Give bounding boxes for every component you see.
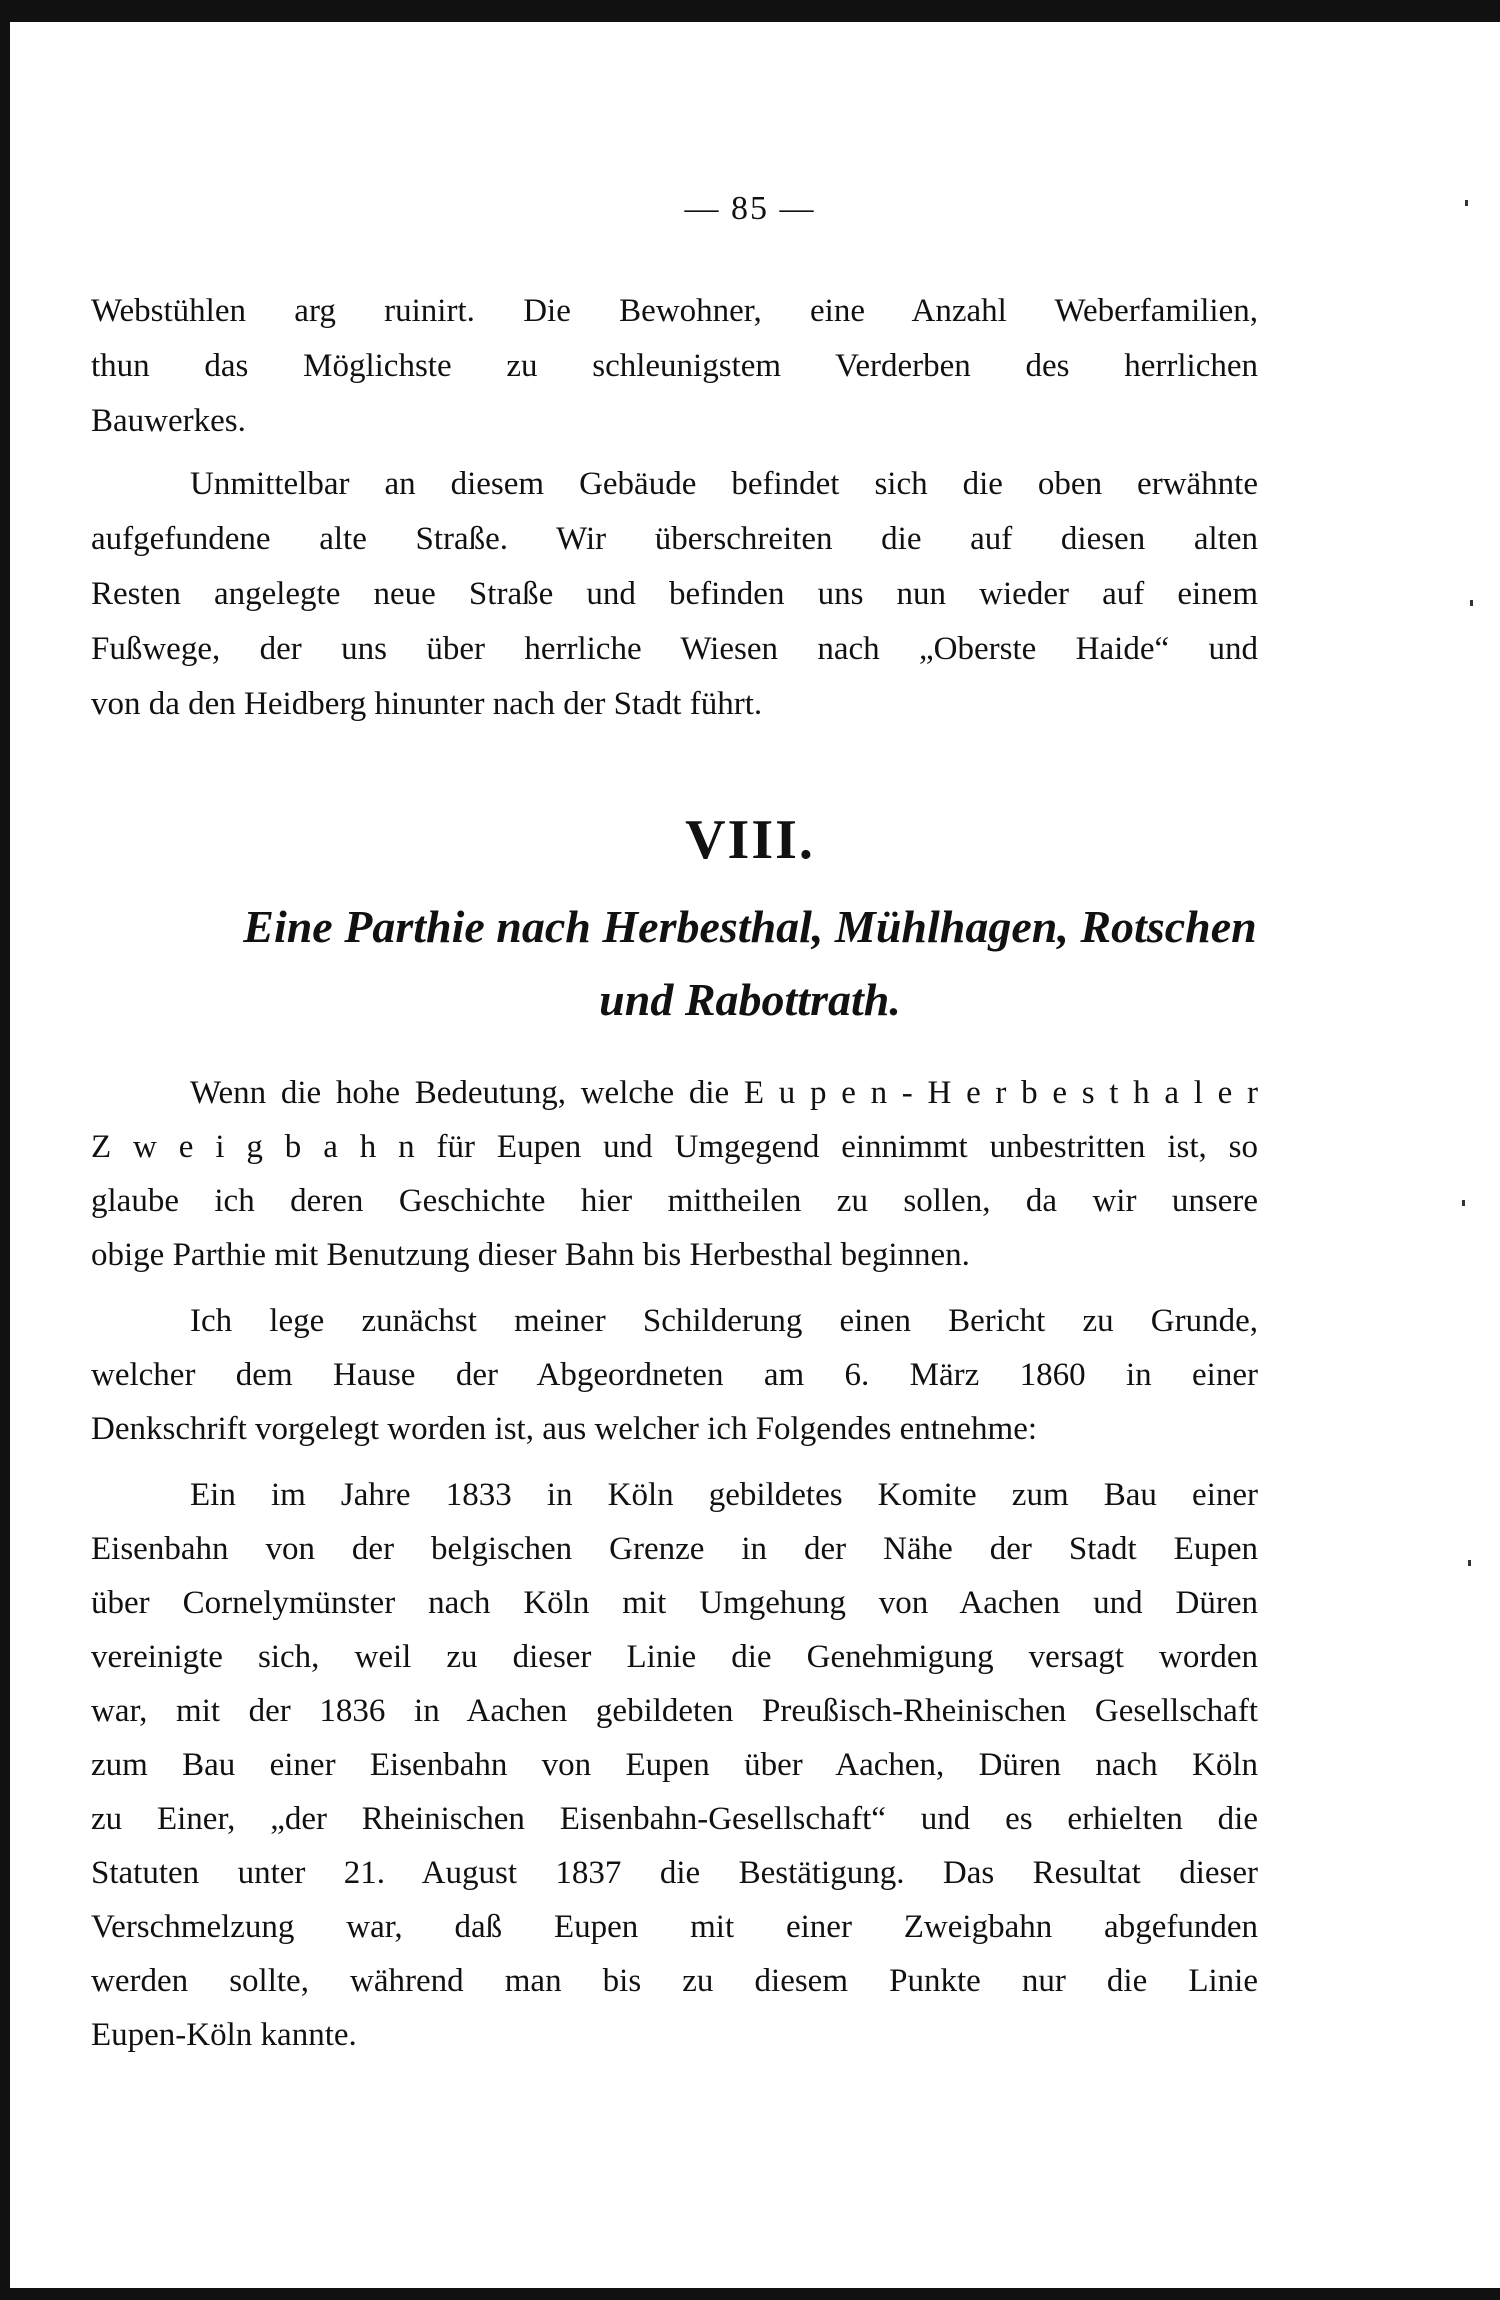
text-line: aufgefundene alte Straße. Wir überschreiten die auf diesen alten: [91, 521, 1258, 557]
text-line: Eupen-Köln kannte.: [91, 2017, 357, 2053]
text-line: glaube ich deren Geschichte hier mittheilen zu sollen, da wir unsere: [91, 1183, 1258, 1219]
text-line: thun das Möglichste zu schleunigstem Verderben des herrlichen: [91, 348, 1258, 384]
text-line: vereinigte sich, weil zu dieser Linie die Genehmigung versagt worden: [91, 1639, 1258, 1675]
scan-border-left: [0, 0, 10, 2300]
text-line: welcher dem Hause der Abgeordneten am 6. März 1860 in einer: [91, 1357, 1258, 1393]
text-line: Eisenbahn von der belgischen Grenze in der Nähe der Stadt Eupen: [91, 1531, 1258, 1567]
text-line: Statuten unter 21. August 1837 die Bestätigung. Das Resultat dieser: [91, 1855, 1258, 1891]
text-line: Ich lege zunächst meiner Schilderung einen Bericht zu Grunde,: [190, 1303, 1258, 1339]
text-line: Z w e i g b a h n für Eupen und Umgegend einnimmt unbestritten ist, so: [91, 1129, 1258, 1165]
text-line: zum Bau einer Eisenbahn von Eupen über Aachen, Düren nach Köln: [91, 1747, 1258, 1783]
page-number: — 85 —: [684, 190, 816, 227]
text-line: Webstühlen arg ruinirt. Die Bewohner, eine Anzahl Weberfamilien,: [91, 293, 1258, 329]
text-line: Denkschrift vorgelegt worden ist, aus welcher ich Folgendes entnehme:: [91, 1411, 1038, 1447]
text-line: Fußwege, der uns über herrliche Wiesen nach „Oberste Haide“ und: [91, 631, 1258, 667]
text-line: Wenn die hohe Bedeutung, welche die E u p e n - H e r b e s t h a l e r: [190, 1075, 1258, 1111]
text-line: Unmittelbar an diesem Gebäude befindet sich die oben erwähnte: [190, 466, 1258, 502]
text-line: war, mit der 1836 in Aachen gebildeten Preußisch-Rheinischen Gesellschaft: [91, 1693, 1258, 1729]
scan-border-top: [0, 0, 1500, 22]
text-line: über Cornelymünster nach Köln mit Umgehung von Aachen und Düren: [91, 1585, 1258, 1621]
chapter-number: VIII.: [685, 809, 815, 871]
text-line: von da den Heidberg hinunter nach der Stadt führt.: [91, 686, 763, 722]
text-line: zu Einer, „der Rheinischen Eisenbahn-Gesellschaft“ und es erhielten die: [91, 1801, 1258, 1837]
text-line: Verschmelzung war, daß Eupen mit einer Zweigbahn abgefunden: [91, 1909, 1258, 1945]
text-line: Bauwerkes.: [91, 403, 246, 439]
scan-speck: [1468, 1560, 1471, 1566]
scan-speck: [1470, 600, 1473, 606]
text-line: Ein im Jahre 1833 in Köln gebildetes Komite zum Bau einer: [190, 1477, 1258, 1513]
text-line: obige Parthie mit Benutzung dieser Bahn bis Herbesthal beginnen.: [91, 1237, 970, 1273]
text-line: werden sollte, während man bis zu diesem Punkte nur die Linie: [91, 1963, 1258, 1999]
chapter-title-line: und Rabottrath.: [599, 974, 901, 1025]
scan-border-bottom: [0, 2288, 1500, 2300]
chapter-title-line: Eine Parthie nach Herbesthal, Mühlhagen, Rotschen: [243, 901, 1257, 952]
text-line: Resten angelegte neue Straße und befinden uns nun wieder auf einem: [91, 576, 1258, 612]
scan-speck: [1462, 1200, 1465, 1206]
